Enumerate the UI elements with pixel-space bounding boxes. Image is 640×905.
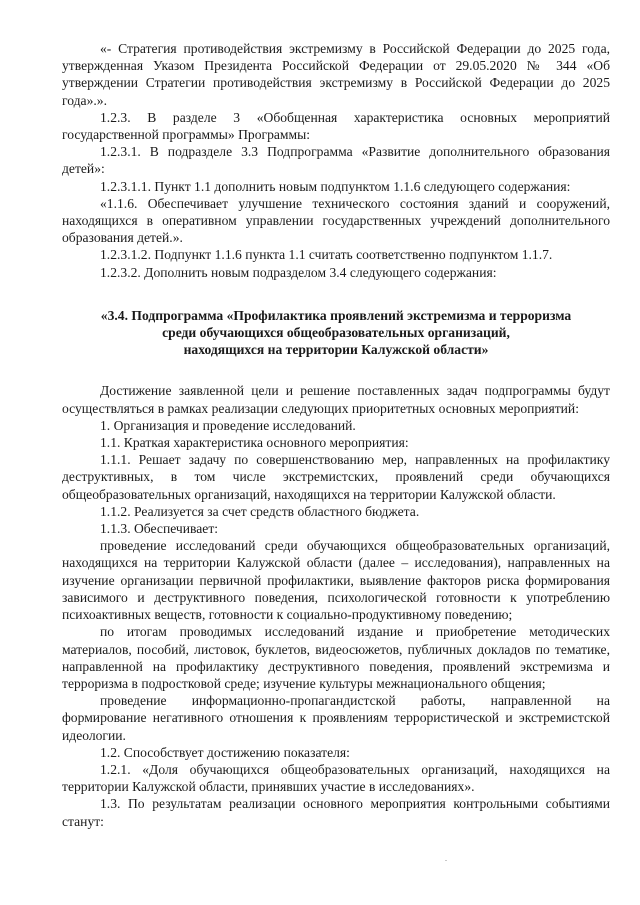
paragraph-1-2-3-1-2: 1.2.3.1.2. Подпункт 1.1.6 пункта 1.1 считать соответственно подпунктом 1.1.7. <box>100 247 553 263</box>
heading-line-1: «3.4. Подпрограмма «Профилактика проявлений экстремизма и терроризма <box>100 307 572 323</box>
paragraph-strategy-quote: «- Стратегия противодействия экстремизму в Российской Федерации до 2025 года, утвержденная Указом Президента Российской Федерации от 29.05.2020 № 344 «Об утверждении Стратегии противодействия экстремизму в Российской Федерации до 2025 года».». <box>62 41 610 108</box>
paragraph-1-2-3-1-1: 1.2.3.1.1. Пункт 1.1 дополнить новым подпунктом 1.1.6 следующего содержания: <box>100 178 571 194</box>
paragraph-1-3: 1.3. По результатам реализации основного мероприятия контрольными событиями станут: <box>62 796 610 829</box>
paragraph-1-2-3-2: 1.2.3.2. Дополнить новым подразделом 3.4 следующего содержания: <box>100 264 497 280</box>
paragraph-1-2: 1.2. Способствует достижению показателя: <box>100 744 350 760</box>
paragraph-1-2-3: 1.2.3. В разделе 3 «Обобщенная характеристика основных мероприятий государственной программы» Программы: <box>62 109 610 143</box>
paragraph-goal: Достижение заявленной цели и решение поставленных задач подпрограммы будут осуществляться в рамках реализации следующих приоритетных основных мероприятий: <box>62 383 610 416</box>
paragraph-propaganda: проведение информационно-пропагандистской работы, направленной на формирование негативного отношения к проявлениям террористической и экстремистской идеологии. <box>62 693 610 743</box>
paragraph-1-1-3: 1.1.3. Обеспечивает: <box>100 521 219 537</box>
paragraph-publications: по итогам проводимых исследований издание и приобретение методических материалов, пособий, листовок, буклетов, видеосюжетов, публичных докладов по тематике, направленной на профилактику деструктивного поведения, проявлений экстремизма и терроризма в подростковой среде; изучение культуры межнационального общения; <box>62 624 610 691</box>
heading-line-3: находящихся на территории Калужской области» <box>183 342 489 358</box>
scan-speck <box>445 860 447 861</box>
heading-line-2: среди обучающихся общеобразовательных организаций, <box>162 325 510 341</box>
paragraph-1-2-1: 1.2.1. «Доля обучающихся общеобразовательных организаций, находящихся на территории Калужской области, принявших участие в исследованиях». <box>62 761 610 795</box>
paragraph-research: проведение исследований среди обучающихся общеобразовательных организаций, находящихся на территории Калужской области (далее – исследования), направленных на изучение организации первичной профилактики, выявление факторов риска формирования зависимого и деструктивного поведения, психологической готовности к употреблению психоактивных веществ, готовности к социально-продуктивному поведению; <box>62 538 610 623</box>
paragraph-1-1-2: 1.1.2. Реализуется за счет средств областного бюджета. <box>100 503 420 519</box>
document-page <box>62 40 610 830</box>
paragraph-1-1-6-quote: «1.1.6. Обеспечивает улучшение технического состояния зданий и сооружений, находящихся в оперативном управлении государственных учреждений дополнительного образования детей.». <box>62 195 610 246</box>
paragraph-1: 1. Организация и проведение исследований. <box>100 417 356 433</box>
paragraph-1-1: 1.1. Краткая характеристика основного мероприятия: <box>100 435 409 451</box>
paragraph-1-1-1: 1.1.1. Решает задачу по совершенствованию мер, направленных на профилактику деструктивных, в том числе экстремистских, проявлений среди обучающихся общеобразовательных организаций, находящихся на территории Калужской области. <box>62 452 610 502</box>
section-heading-3-4 <box>62 307 610 359</box>
paragraph-1-2-3-1: 1.2.3.1. В подразделе 3.3 Подпрограмма «Развитие дополнительного образования детей»: <box>62 144 610 177</box>
